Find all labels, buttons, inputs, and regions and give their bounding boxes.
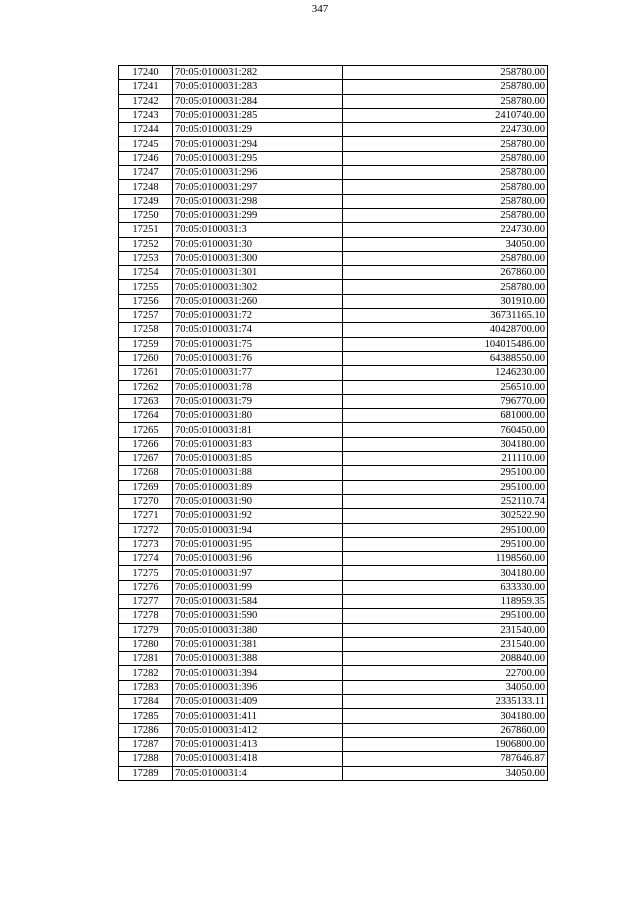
cadastral-value-cell: 304180.00 bbox=[343, 437, 548, 451]
cadastral-value-cell: 258780.00 bbox=[343, 194, 548, 208]
cadastral-value-cell: 295100.00 bbox=[343, 466, 548, 480]
row-number-cell: 17254 bbox=[119, 266, 173, 280]
table-row bbox=[119, 366, 548, 380]
table-row bbox=[119, 351, 548, 365]
table-row bbox=[119, 266, 548, 280]
cadastral-number-cell: 70:05:0100031:584 bbox=[173, 594, 343, 608]
cadastral-number-cell: 70:05:0100031:78 bbox=[173, 380, 343, 394]
cadastral-value-cell: 211110.00 bbox=[343, 452, 548, 466]
table-row bbox=[119, 766, 548, 780]
row-number-cell: 17253 bbox=[119, 251, 173, 265]
cadastral-number-cell: 70:05:0100031:85 bbox=[173, 452, 343, 466]
row-number-cell: 17271 bbox=[119, 509, 173, 523]
cadastral-number-cell: 70:05:0100031:388 bbox=[173, 652, 343, 666]
row-number-cell: 17262 bbox=[119, 380, 173, 394]
row-number-cell: 17267 bbox=[119, 452, 173, 466]
cadastral-number-cell: 70:05:0100031:260 bbox=[173, 294, 343, 308]
cadastral-value-table bbox=[118, 65, 548, 781]
row-number-cell: 17288 bbox=[119, 752, 173, 766]
cadastral-value-cell: 258780.00 bbox=[343, 208, 548, 222]
table-row bbox=[119, 280, 548, 294]
row-number-cell: 17256 bbox=[119, 294, 173, 308]
cadastral-number-cell: 70:05:0100031:79 bbox=[173, 394, 343, 408]
cadastral-value-cell: 633330.00 bbox=[343, 580, 548, 594]
row-number-cell: 17255 bbox=[119, 280, 173, 294]
table-row bbox=[119, 123, 548, 137]
table-row bbox=[119, 752, 548, 766]
cadastral-value-cell: 231540.00 bbox=[343, 637, 548, 651]
row-number-cell: 17248 bbox=[119, 180, 173, 194]
cadastral-value-cell: 34050.00 bbox=[343, 766, 548, 780]
table-row bbox=[119, 709, 548, 723]
table-row bbox=[119, 166, 548, 180]
cadastral-number-cell: 70:05:0100031:89 bbox=[173, 480, 343, 494]
row-number-cell: 17259 bbox=[119, 337, 173, 351]
table-row bbox=[119, 294, 548, 308]
table-row bbox=[119, 194, 548, 208]
cadastral-number-cell: 70:05:0100031:590 bbox=[173, 609, 343, 623]
cadastral-value-cell: 258780.00 bbox=[343, 94, 548, 108]
cadastral-number-cell: 70:05:0100031:302 bbox=[173, 280, 343, 294]
row-number-cell: 17260 bbox=[119, 351, 173, 365]
cadastral-value-cell: 64388550.00 bbox=[343, 351, 548, 365]
table-row bbox=[119, 237, 548, 251]
cadastral-value-cell: 295100.00 bbox=[343, 537, 548, 551]
cadastral-value-cell: 2410740.00 bbox=[343, 108, 548, 122]
cadastral-number-cell: 70:05:0100031:92 bbox=[173, 509, 343, 523]
table-row bbox=[119, 723, 548, 737]
table-row bbox=[119, 380, 548, 394]
cadastral-number-cell: 70:05:0100031:3 bbox=[173, 223, 343, 237]
table-row bbox=[119, 552, 548, 566]
cadastral-number-cell: 70:05:0100031:75 bbox=[173, 337, 343, 351]
cadastral-number-cell: 70:05:0100031:297 bbox=[173, 180, 343, 194]
row-number-cell: 17283 bbox=[119, 680, 173, 694]
table-row bbox=[119, 494, 548, 508]
cadastral-number-cell: 70:05:0100031:394 bbox=[173, 666, 343, 680]
cadastral-number-cell: 70:05:0100031:381 bbox=[173, 637, 343, 651]
row-number-cell: 17251 bbox=[119, 223, 173, 237]
row-number-cell: 17281 bbox=[119, 652, 173, 666]
row-number-cell: 17252 bbox=[119, 237, 173, 251]
cadastral-value-cell: 224730.00 bbox=[343, 223, 548, 237]
cadastral-value-cell: 258780.00 bbox=[343, 180, 548, 194]
cadastral-value-cell: 295100.00 bbox=[343, 523, 548, 537]
cadastral-number-cell: 70:05:0100031:284 bbox=[173, 94, 343, 108]
row-number-cell: 17243 bbox=[119, 108, 173, 122]
table-row bbox=[119, 137, 548, 151]
cadastral-value-cell: 22700.00 bbox=[343, 666, 548, 680]
cadastral-number-cell: 70:05:0100031:285 bbox=[173, 108, 343, 122]
cadastral-value-cell: 304180.00 bbox=[343, 709, 548, 723]
cadastral-value-cell: 301910.00 bbox=[343, 294, 548, 308]
cadastral-value-cell: 295100.00 bbox=[343, 609, 548, 623]
cadastral-value-cell: 760450.00 bbox=[343, 423, 548, 437]
row-number-cell: 17240 bbox=[119, 66, 173, 80]
cadastral-value-cell: 258780.00 bbox=[343, 80, 548, 94]
cadastral-value-cell: 231540.00 bbox=[343, 623, 548, 637]
table-row bbox=[119, 680, 548, 694]
row-number-cell: 17282 bbox=[119, 666, 173, 680]
row-number-cell: 17274 bbox=[119, 552, 173, 566]
cadastral-number-cell: 70:05:0100031:409 bbox=[173, 695, 343, 709]
cadastral-value-cell: 295100.00 bbox=[343, 480, 548, 494]
row-number-cell: 17268 bbox=[119, 466, 173, 480]
cadastral-number-cell: 70:05:0100031:77 bbox=[173, 366, 343, 380]
table-row bbox=[119, 323, 548, 337]
cadastral-value-cell: 2335133.11 bbox=[343, 695, 548, 709]
table-body bbox=[119, 66, 548, 781]
row-number-cell: 17269 bbox=[119, 480, 173, 494]
row-number-cell: 17245 bbox=[119, 137, 173, 151]
table-row bbox=[119, 66, 548, 80]
cadastral-value-cell: 1198560.00 bbox=[343, 552, 548, 566]
cadastral-number-cell: 70:05:0100031:282 bbox=[173, 66, 343, 80]
table-row bbox=[119, 537, 548, 551]
table-row bbox=[119, 480, 548, 494]
table-row bbox=[119, 523, 548, 537]
row-number-cell: 17278 bbox=[119, 609, 173, 623]
cadastral-number-cell: 70:05:0100031:295 bbox=[173, 151, 343, 165]
row-number-cell: 17263 bbox=[119, 394, 173, 408]
row-number-cell: 17241 bbox=[119, 80, 173, 94]
cadastral-number-cell: 70:05:0100031:76 bbox=[173, 351, 343, 365]
row-number-cell: 17286 bbox=[119, 723, 173, 737]
table-row bbox=[119, 80, 548, 94]
cadastral-value-cell: 104015486.00 bbox=[343, 337, 548, 351]
table-row bbox=[119, 251, 548, 265]
cadastral-value-cell: 256510.00 bbox=[343, 380, 548, 394]
row-number-cell: 17276 bbox=[119, 580, 173, 594]
table-row bbox=[119, 94, 548, 108]
cadastral-value-cell: 258780.00 bbox=[343, 280, 548, 294]
table-row bbox=[119, 609, 548, 623]
cadastral-number-cell: 70:05:0100031:301 bbox=[173, 266, 343, 280]
cadastral-number-cell: 70:05:0100031:412 bbox=[173, 723, 343, 737]
table-row bbox=[119, 637, 548, 651]
cadastral-value-cell: 36731165.10 bbox=[343, 309, 548, 323]
cadastral-number-cell: 70:05:0100031:413 bbox=[173, 737, 343, 751]
cadastral-value-cell: 267860.00 bbox=[343, 723, 548, 737]
row-number-cell: 17289 bbox=[119, 766, 173, 780]
row-number-cell: 17270 bbox=[119, 494, 173, 508]
cadastral-number-cell: 70:05:0100031:296 bbox=[173, 166, 343, 180]
table-row bbox=[119, 151, 548, 165]
row-number-cell: 17272 bbox=[119, 523, 173, 537]
table-row bbox=[119, 309, 548, 323]
cadastral-number-cell: 70:05:0100031:4 bbox=[173, 766, 343, 780]
table-row bbox=[119, 666, 548, 680]
row-number-cell: 17266 bbox=[119, 437, 173, 451]
table-row bbox=[119, 737, 548, 751]
cadastral-number-cell: 70:05:0100031:94 bbox=[173, 523, 343, 537]
cadastral-number-cell: 70:05:0100031:97 bbox=[173, 566, 343, 580]
table-row bbox=[119, 423, 548, 437]
table-row bbox=[119, 394, 548, 408]
row-number-cell: 17244 bbox=[119, 123, 173, 137]
cadastral-number-cell: 70:05:0100031:95 bbox=[173, 537, 343, 551]
row-number-cell: 17287 bbox=[119, 737, 173, 751]
cadastral-value-cell: 34050.00 bbox=[343, 680, 548, 694]
cadastral-number-cell: 70:05:0100031:80 bbox=[173, 409, 343, 423]
cadastral-number-cell: 70:05:0100031:81 bbox=[173, 423, 343, 437]
cadastral-number-cell: 70:05:0100031:380 bbox=[173, 623, 343, 637]
table-row bbox=[119, 580, 548, 594]
cadastral-number-cell: 70:05:0100031:300 bbox=[173, 251, 343, 265]
table-row bbox=[119, 594, 548, 608]
table-row bbox=[119, 452, 548, 466]
cadastral-number-cell: 70:05:0100031:96 bbox=[173, 552, 343, 566]
cadastral-number-cell: 70:05:0100031:29 bbox=[173, 123, 343, 137]
cadastral-value-cell: 118959.35 bbox=[343, 594, 548, 608]
row-number-cell: 17277 bbox=[119, 594, 173, 608]
page-number: 347 bbox=[311, 3, 329, 15]
cadastral-number-cell: 70:05:0100031:99 bbox=[173, 580, 343, 594]
table-row bbox=[119, 409, 548, 423]
table-row bbox=[119, 337, 548, 351]
cadastral-number-cell: 70:05:0100031:90 bbox=[173, 494, 343, 508]
row-number-cell: 17247 bbox=[119, 166, 173, 180]
row-number-cell: 17257 bbox=[119, 309, 173, 323]
row-number-cell: 17273 bbox=[119, 537, 173, 551]
cadastral-value-cell: 796770.00 bbox=[343, 394, 548, 408]
row-number-cell: 17280 bbox=[119, 637, 173, 651]
table-row bbox=[119, 623, 548, 637]
row-number-cell: 17265 bbox=[119, 423, 173, 437]
row-number-cell: 17246 bbox=[119, 151, 173, 165]
cadastral-number-cell: 70:05:0100031:418 bbox=[173, 752, 343, 766]
cadastral-number-cell: 70:05:0100031:298 bbox=[173, 194, 343, 208]
cadastral-number-cell: 70:05:0100031:74 bbox=[173, 323, 343, 337]
cadastral-value-cell: 224730.00 bbox=[343, 123, 548, 137]
table-row bbox=[119, 509, 548, 523]
table-row bbox=[119, 208, 548, 222]
row-number-cell: 17250 bbox=[119, 208, 173, 222]
row-number-cell: 17249 bbox=[119, 194, 173, 208]
table-row bbox=[119, 180, 548, 194]
table-row bbox=[119, 437, 548, 451]
cadastral-number-cell: 70:05:0100031:396 bbox=[173, 680, 343, 694]
row-number-cell: 17279 bbox=[119, 623, 173, 637]
cadastral-number-cell: 70:05:0100031:83 bbox=[173, 437, 343, 451]
cadastral-value-cell: 304180.00 bbox=[343, 566, 548, 580]
cadastral-number-cell: 70:05:0100031:283 bbox=[173, 80, 343, 94]
row-number-cell: 17275 bbox=[119, 566, 173, 580]
table-row bbox=[119, 566, 548, 580]
row-number-cell: 17261 bbox=[119, 366, 173, 380]
row-number-cell: 17264 bbox=[119, 409, 173, 423]
cadastral-value-cell: 258780.00 bbox=[343, 66, 548, 80]
row-number-cell: 17285 bbox=[119, 709, 173, 723]
cadastral-number-cell: 70:05:0100031:299 bbox=[173, 208, 343, 222]
cadastral-value-cell: 258780.00 bbox=[343, 151, 548, 165]
cadastral-number-cell: 70:05:0100031:72 bbox=[173, 309, 343, 323]
cadastral-value-cell: 267860.00 bbox=[343, 266, 548, 280]
cadastral-value-cell: 1246230.00 bbox=[343, 366, 548, 380]
cadastral-value-cell: 681000.00 bbox=[343, 409, 548, 423]
table-row bbox=[119, 108, 548, 122]
cadastral-value-cell: 1906800.00 bbox=[343, 737, 548, 751]
cadastral-number-cell: 70:05:0100031:30 bbox=[173, 237, 343, 251]
cadastral-number-cell: 70:05:0100031:411 bbox=[173, 709, 343, 723]
cadastral-value-cell: 252110.74 bbox=[343, 494, 548, 508]
cadastral-value-cell: 208840.00 bbox=[343, 652, 548, 666]
cadastral-number-cell: 70:05:0100031:88 bbox=[173, 466, 343, 480]
cadastral-value-cell: 787646.87 bbox=[343, 752, 548, 766]
cadastral-value-cell: 258780.00 bbox=[343, 166, 548, 180]
cadastral-value-cell: 34050.00 bbox=[343, 237, 548, 251]
table-row bbox=[119, 223, 548, 237]
cadastral-value-cell: 258780.00 bbox=[343, 137, 548, 151]
cadastral-value-cell: 302522.90 bbox=[343, 509, 548, 523]
cadastral-value-cell: 40428700.00 bbox=[343, 323, 548, 337]
cadastral-value-cell: 258780.00 bbox=[343, 251, 548, 265]
row-number-cell: 17258 bbox=[119, 323, 173, 337]
row-number-cell: 17242 bbox=[119, 94, 173, 108]
table-row bbox=[119, 695, 548, 709]
cadastral-number-cell: 70:05:0100031:294 bbox=[173, 137, 343, 151]
table-row bbox=[119, 652, 548, 666]
table-row bbox=[119, 466, 548, 480]
row-number-cell: 17284 bbox=[119, 695, 173, 709]
